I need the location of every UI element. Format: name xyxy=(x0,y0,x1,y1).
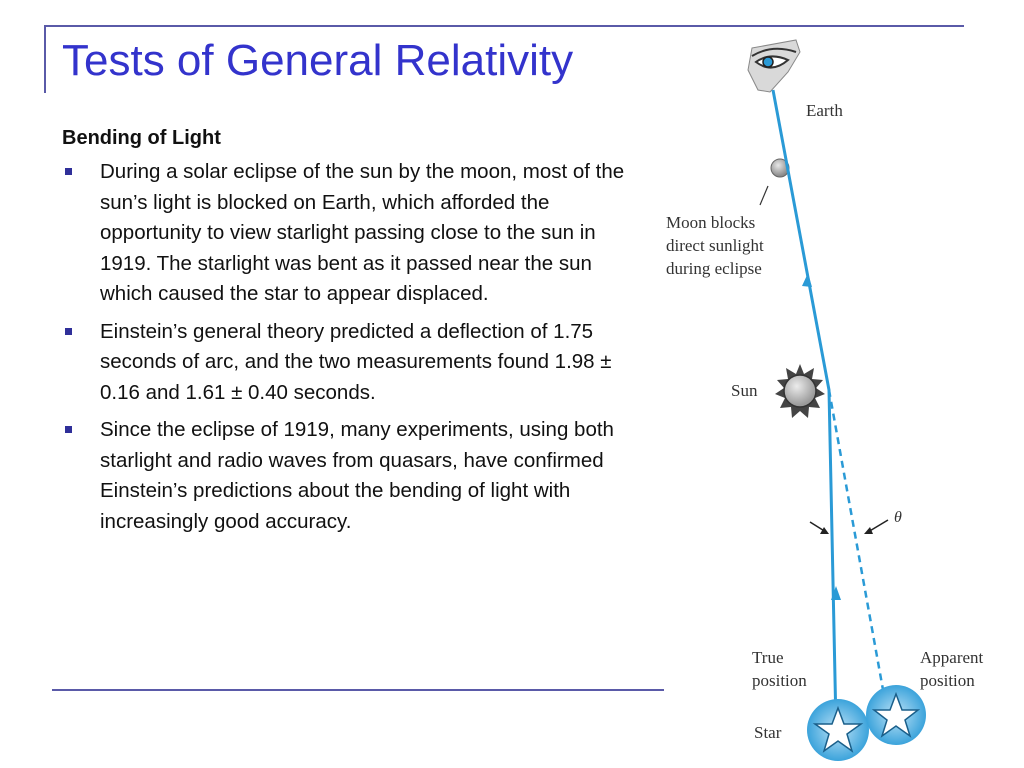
true-position-label-line: position xyxy=(752,671,807,690)
moon-label-line: Moon blocks xyxy=(666,213,756,232)
bullet-square-icon xyxy=(65,328,72,335)
frame-bottom-line xyxy=(52,689,664,691)
bullet-text: Since the eclipse of 1919, many experiments, using both starlight and radio waves from quasars, have confirmed Einstein’s predictions about the bending of light with increasingly good accuracy. xyxy=(100,418,614,533)
bullet-text: During a solar eclipse of the sun by the moon, most of the sun’s light is blocked on Earth, which afforded the opportunity to view starlight passing close to the sun in 1919. The starlight was bent as it passed near the sun which caused the star to appear displaced. xyxy=(100,160,625,305)
apparent-position-label xyxy=(920,648,988,690)
moon-label-line: direct sunlight xyxy=(666,236,764,255)
bullet-text: Einstein’s general theory predicted a deflection of 1.75 seconds of arc, and the two measurements found 1.98 ± 0.16 and 1.61 ± 0.40 seconds. xyxy=(100,319,612,404)
section-heading: Bending of Light xyxy=(62,127,221,149)
bullet-item xyxy=(62,157,634,310)
arrow-right-icon xyxy=(820,527,829,534)
sun-icon xyxy=(775,364,825,418)
theta-label: θ xyxy=(894,509,902,526)
true-star-icon xyxy=(807,699,869,761)
bullet-square-icon xyxy=(65,426,72,433)
true-position-label-line: True xyxy=(752,648,784,667)
light-bending-diagram xyxy=(650,30,1020,768)
frame-left-line xyxy=(44,25,46,93)
apparent-position-label-line: Apparent xyxy=(920,648,984,667)
moon-pointer-line xyxy=(760,186,768,205)
slide-content xyxy=(62,127,634,544)
apparent-position-label-line: position xyxy=(920,671,975,690)
sun-label: Sun xyxy=(731,381,758,400)
bullet-item xyxy=(62,415,634,537)
star-label: Star xyxy=(754,723,782,742)
frame-top-line xyxy=(44,25,964,27)
earth-label: Earth xyxy=(806,101,843,120)
true-position-label xyxy=(752,648,807,690)
moon-label xyxy=(666,213,768,278)
apparent-ray-line xyxy=(829,390,887,712)
moon-label-line: during eclipse xyxy=(666,259,762,278)
eye-icon xyxy=(748,40,800,92)
slide-title: Tests of General Relativity xyxy=(62,36,574,85)
bullet-list xyxy=(62,157,634,537)
apparent-star-icon xyxy=(866,685,926,745)
bullet-square-icon xyxy=(65,168,72,175)
bullet-item xyxy=(62,317,634,409)
